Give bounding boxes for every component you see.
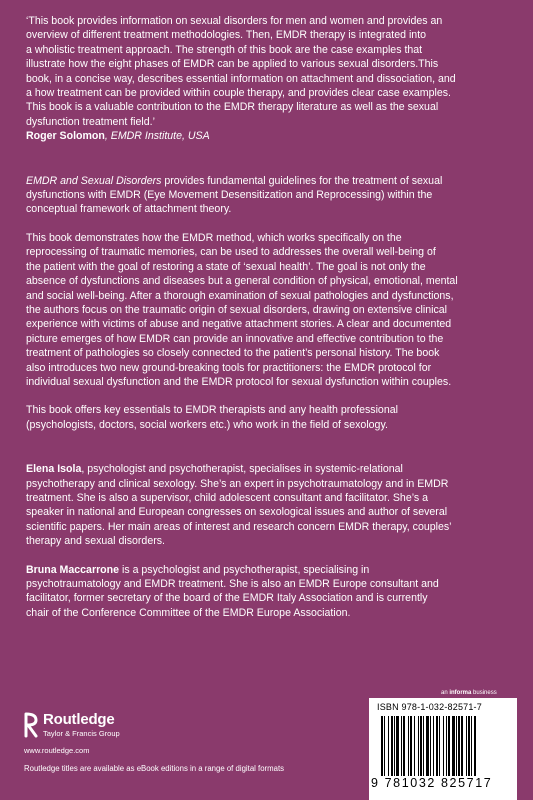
quote-line: a how treatment can be provided within couple therapy, and provides clear case examples.: [26, 87, 451, 100]
publisher-website: www.routledge.com: [24, 746, 90, 755]
cover-text: [26, 14, 514, 620]
description-line: absence of dysfunctions and diseases but a general condition of physical, emotional, mental: [26, 275, 458, 288]
bio-line: speaker in national and European congresses on sexological issues and author of several: [26, 506, 448, 519]
quote-line: ‘This book provides information on sexual disorders for men and women and provides an: [26, 15, 443, 27]
barcode-icon: [379, 716, 507, 776]
book-title: EMDR and Sexual Disorders: [26, 174, 162, 187]
description-line: reprocessing of traumatic memories, can be used to addresses the overall well-being of: [26, 246, 436, 259]
intro-text: provides fundamental guidelines for the treatment of sexual: [161, 174, 443, 187]
cover-footer: [0, 676, 533, 800]
bio-text: is a psychologist and psychotherapist, specialising in: [119, 563, 370, 576]
intro-paragraph: [26, 174, 514, 217]
quote-line: a wholistic treatment approach. The strength of this book are the case examples that: [26, 43, 423, 56]
audience-line: (psychologists, doctors, social workers etc.) who work in the field of sexology.: [26, 418, 388, 431]
isbn-number: ISBN 978-1-032-82571-7: [377, 702, 482, 712]
bio-line: facilitator, former secretary of the board of the EMDR Italy Association and is currently: [26, 592, 428, 605]
intro-line: dysfunctions with EMDR (Eye Movement Desensitization and Reprocessing) within the: [26, 189, 433, 202]
bio-text: , psychologist and psychotherapist, specialises in systemic-relational: [81, 463, 403, 476]
author-bio-isola: [26, 462, 514, 548]
description-line: the authors focus on the traumatic origin of sexual disorders, drawing on extensive clinical: [26, 303, 448, 316]
description-line: treatment of pathologies so closely connected to the patient’s personal history. The book: [26, 347, 440, 360]
quote-line: book, in a concise way, describes essential information on attachment and dissociation, and: [26, 72, 456, 85]
quote-affiliation: , EMDR Institute, USA: [104, 130, 210, 143]
quote-author: Roger Solomon: [26, 130, 105, 143]
informa-brand: informa: [449, 690, 472, 696]
audience-paragraph: [26, 403, 514, 432]
quote-line: illustrate how the eight phases of EMDR can be applied to various sexual disorders.This: [26, 58, 439, 71]
author-name: Bruna Maccarrone: [26, 563, 120, 576]
bio-line: treatment. She is also a supervisor, child adolescent consultant and facilitator. She’s a: [26, 491, 429, 504]
quote-line: dysfunction treatment field.’: [26, 115, 155, 128]
endorsement-quote: [26, 14, 514, 144]
isbn-barcode-box: [369, 698, 517, 800]
author-name: Elena Isola: [26, 463, 82, 476]
description-line: experience with victims of abuse and negative attachment stories. A clear and documented: [26, 318, 452, 331]
bio-line: scientific papers. Her main areas of interest and research concern EMDR therapy, couples’: [26, 520, 452, 533]
informa-tag: an informa business: [441, 690, 497, 696]
bio-line: psychotherapy and clinical sexology. She’s an expert in psychotraumatology and in EMDR: [26, 477, 449, 490]
routledge-logo-icon: [24, 712, 38, 738]
audience-line: This book offers key essentials to EMDR therapists and any health professional: [26, 404, 398, 417]
description-line: and social well-being. After a thorough examination of sexual pathologies and dysfunctions,: [26, 289, 454, 302]
bio-line: therapy and sexual disorders.: [26, 535, 165, 548]
publisher-name: Routledge: [43, 711, 115, 728]
description-line: the patient with the goal of restoring a state of ‘sexual health’. The goal is not only the: [26, 260, 426, 273]
description-line: picture emerges of how EMDR can provide an innovative and effective contribution to the: [26, 332, 444, 345]
ebook-note: Routledge titles are available as eBook editions in a range of digital formats: [24, 764, 285, 773]
quote-line: overview of different treatment methodologies. Then, EMDR therapy is integrated into: [26, 29, 427, 42]
quote-attribution: [26, 129, 514, 143]
barcode-digits: 9 781032 825717: [371, 776, 493, 790]
quote-line: This book is a valuable contribution to the EMDR therapy literature as well as the sexual: [26, 101, 439, 114]
bio-line: chair of the Conference Committee of the EMDR Europe Association.: [26, 606, 351, 619]
description-line: also introduces two new ground-breaking tools for practitioners: the EMDR protocol for: [26, 361, 432, 374]
bio-line: psychotraumatology and EMDR treatment. She is also an EMDR Europe consultant and: [26, 578, 439, 590]
description-line: This book demonstrates how the EMDR method, which works specifically on the: [26, 231, 402, 244]
description-paragraph: [26, 231, 514, 389]
publisher-group: Taylor & Francis Group: [43, 729, 120, 738]
author-bio-maccarrone: [26, 563, 514, 621]
description-line: individual sexual dysfunction and the EMDR protocol for sexual dysfunction within couples.: [26, 375, 452, 388]
intro-line: conceptual framework of attachment theory.: [26, 203, 232, 216]
